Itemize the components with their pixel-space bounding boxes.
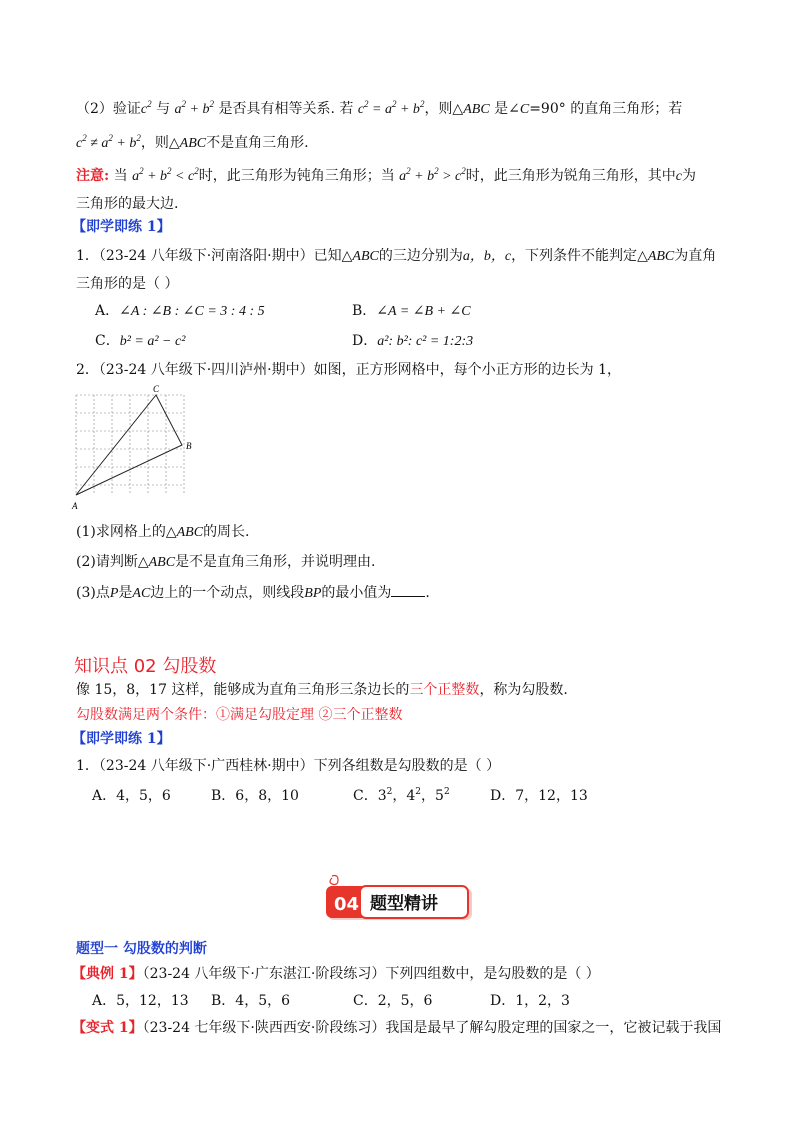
label-a: A <box>72 501 78 511</box>
example-option-b[interactable]: B．4，5，6 <box>211 993 291 1009</box>
banner-number: 04 <box>334 894 360 915</box>
example-option-d[interactable]: D．1，2，3 <box>490 993 570 1009</box>
section-banner <box>324 874 474 924</box>
answer-blank[interactable] <box>391 582 425 597</box>
triples-option-b[interactable]: B．6，8，10 <box>211 788 299 804</box>
grid-lines <box>76 395 184 495</box>
example-1: 【典例 1】（23-24 八年级下·广东湛江·阶段练习）下列四组数中，是勾股数的是（ ） <box>72 966 600 982</box>
note-line-2: 三角形的最大边. <box>76 196 179 212</box>
practice-title-2: 【即学即练 1】 <box>72 731 171 747</box>
type-title-1: 题型一 勾股数的判断 <box>76 941 207 957</box>
triangle-grid-figure <box>70 383 200 513</box>
triples-conditions: 勾股数满足两个条件：①满足勾股定理 ②三个正整数 <box>76 707 403 723</box>
variant-1: 【变式 1】（23-24 七年级下·陕西西安·阶段练习）我国是最早了解勾股定理的国家之一，它被记载于我国 <box>72 1020 722 1036</box>
label-b: B <box>186 441 192 451</box>
q2-text: 2．（23-24 八年级下·四川泸州·期中）如图，正方形网格中，每个小正方形的边长为 1， <box>76 362 621 378</box>
sub-question-2: (2)请判断△ABC是不是直角三角形，并说明理由. <box>76 554 376 570</box>
q1-option-b[interactable]: B．∠A = ∠B + ∠C <box>352 303 471 319</box>
q1-line-1: 1．（23-24 八年级下·河南洛阳·期中）已知△ABC的三边分别为a，b，c，下列条件不能判定△ABC为直角 <box>76 248 717 264</box>
banner-title: 题型精讲 <box>370 894 438 914</box>
triples-option-a[interactable]: A．4，5，6 <box>92 788 171 804</box>
triples-question: 1．（23-24 八年级下·广西桂林·期中）下列各组数是勾股数的是（ ） <box>76 758 501 774</box>
sub-question-1: (1)求网格上的△ABC的周长. <box>76 524 250 540</box>
practice-title-1: 【即学即练 1】 <box>72 219 171 235</box>
triples-option-c[interactable]: C．$3^2$，$4^2$，$5^2$ <box>353 787 450 804</box>
q1-line-2: 三角形的是（ ） <box>76 276 179 292</box>
q1-option-d[interactable]: D．a²: b²: c² = 1:2:3 <box>352 333 474 349</box>
triples-option-d[interactable]: D．7，12，13 <box>490 788 588 804</box>
example-option-c[interactable]: C．2，5，6 <box>353 993 433 1009</box>
verify-line-1: （2）验证$c^2$ 与 $a^2 + b^2$ 是否具有相等关系. 若 $c^2 = a^2 + b^2$，则△ABC 是∠C=90° 的直角三角形；若 <box>76 99 683 117</box>
q1-option-a[interactable]: A．∠A : ∠B : ∠C = 3 : 4 : 5 <box>95 303 265 319</box>
triples-definition: 像 15，8，17 这样，能够成为直角三角形三条边长的三个正整数，称为勾股数. <box>76 682 568 698</box>
section-title-pythagorean-triples: 知识点 02 勾股数 <box>74 656 217 677</box>
note-line-1: 注意: 当 $a^2 + b^2 < c^2$时，此三角形为钝角三角形；当 $a^2 + b^2 > c^2$时，此三角形为锐角三角形，其中c为 <box>76 166 696 184</box>
q1-option-c[interactable]: C．b² = a² − c² <box>95 333 186 349</box>
example-option-a[interactable]: A．5，12，13 <box>92 993 189 1009</box>
label-c: C <box>153 384 160 394</box>
sub-question-3: (3)点P是AC边上的一个动点，则线段BP的最小值为 . <box>76 582 430 604</box>
verify-line-2: $c^2 \ne a^2 + b^2$，则△ABC不是直角三角形. <box>76 133 309 151</box>
banner-ornament-icon <box>330 876 338 885</box>
